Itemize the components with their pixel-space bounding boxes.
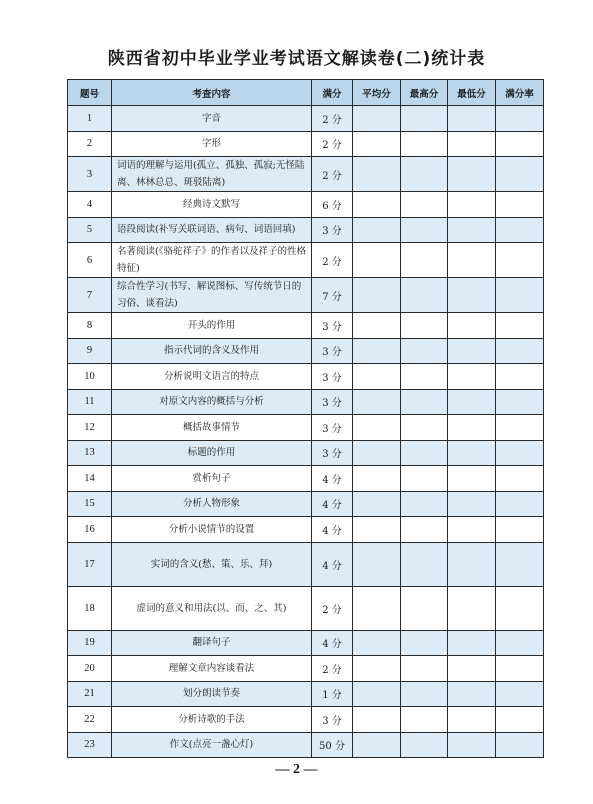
table-row bbox=[68, 630, 544, 656]
average-score-cell bbox=[353, 313, 401, 339]
question-number: 6 bbox=[68, 243, 112, 278]
highest-score-cell bbox=[401, 440, 448, 466]
full-score-rate-cell bbox=[496, 243, 544, 278]
header-full-score: 满分 bbox=[312, 80, 353, 106]
average-score-cell bbox=[353, 517, 401, 543]
highest-score-cell bbox=[401, 517, 448, 543]
full-score: 3 分 bbox=[312, 389, 353, 415]
full-score: 4 分 bbox=[312, 542, 353, 586]
table-row bbox=[68, 364, 544, 390]
table-row bbox=[68, 732, 544, 758]
statistics-table bbox=[67, 79, 544, 758]
full-score-rate-cell bbox=[496, 517, 544, 543]
full-score-rate-cell bbox=[496, 656, 544, 682]
question-content: 字形 bbox=[112, 131, 312, 157]
question-number: 9 bbox=[68, 338, 112, 364]
full-score: 3 分 bbox=[312, 217, 353, 243]
question-number: 2 bbox=[68, 131, 112, 157]
average-score-cell bbox=[353, 217, 401, 243]
average-score-cell bbox=[353, 157, 401, 192]
lowest-score-cell bbox=[448, 466, 496, 492]
question-number: 14 bbox=[68, 466, 112, 492]
question-number: 20 bbox=[68, 656, 112, 682]
lowest-score-cell bbox=[448, 586, 496, 630]
table-row bbox=[68, 338, 544, 364]
average-score-cell bbox=[353, 131, 401, 157]
question-number: 12 bbox=[68, 415, 112, 441]
question-content: 翻译句子 bbox=[112, 630, 312, 656]
lowest-score-cell bbox=[448, 131, 496, 157]
lowest-score-cell bbox=[448, 681, 496, 707]
question-number: 7 bbox=[68, 278, 112, 313]
average-score-cell bbox=[353, 192, 401, 218]
average-score-cell bbox=[353, 389, 401, 415]
table-row bbox=[68, 106, 544, 132]
page-number: — 2 — bbox=[275, 762, 318, 777]
lowest-score-cell bbox=[448, 192, 496, 218]
full-score-rate-cell bbox=[496, 131, 544, 157]
table-row bbox=[68, 707, 544, 733]
full-score-rate-cell bbox=[496, 313, 544, 339]
question-number: 13 bbox=[68, 440, 112, 466]
header-highest: 最高分 bbox=[401, 80, 448, 106]
full-score-rate-cell bbox=[496, 278, 544, 313]
average-score-cell bbox=[353, 415, 401, 441]
full-score: 2 分 bbox=[312, 656, 353, 682]
full-score-rate-cell bbox=[496, 707, 544, 733]
question-number: 19 bbox=[68, 630, 112, 656]
full-score-rate-cell bbox=[496, 542, 544, 586]
average-score-cell bbox=[353, 491, 401, 517]
lowest-score-cell bbox=[448, 491, 496, 517]
question-content: 划分朗读节奏 bbox=[112, 681, 312, 707]
average-score-cell bbox=[353, 542, 401, 586]
average-score-cell bbox=[353, 586, 401, 630]
highest-score-cell bbox=[401, 131, 448, 157]
highest-score-cell bbox=[401, 707, 448, 733]
question-content: 分析诗歌的手法 bbox=[112, 707, 312, 733]
question-content: 实词的含义(愁、策、乐、拜) bbox=[112, 542, 312, 586]
average-score-cell bbox=[353, 338, 401, 364]
highest-score-cell bbox=[401, 106, 448, 132]
header-lowest: 最低分 bbox=[448, 80, 496, 106]
page-title: 陕西省初中毕业学业考试语文解读卷(二)统计表 bbox=[107, 49, 486, 69]
full-score-rate-cell bbox=[496, 586, 544, 630]
full-score: 3 分 bbox=[312, 338, 353, 364]
lowest-score-cell bbox=[448, 440, 496, 466]
highest-score-cell bbox=[401, 466, 448, 492]
question-content: 虚词的意义和用法(以、而、之、其) bbox=[112, 586, 312, 630]
full-score: 7 分 bbox=[312, 278, 353, 313]
question-number: 11 bbox=[68, 389, 112, 415]
question-number: 1 bbox=[68, 106, 112, 132]
highest-score-cell bbox=[401, 243, 448, 278]
table-row bbox=[68, 313, 544, 339]
question-number: 4 bbox=[68, 192, 112, 218]
full-score-rate-cell bbox=[496, 157, 544, 192]
full-score-rate-cell bbox=[496, 681, 544, 707]
question-number: 23 bbox=[68, 732, 112, 758]
full-score: 4 分 bbox=[312, 517, 353, 543]
lowest-score-cell bbox=[448, 278, 496, 313]
question-number: 3 bbox=[68, 157, 112, 192]
table-row bbox=[68, 131, 544, 157]
question-content: 分析小说情节的设置 bbox=[112, 517, 312, 543]
question-content: 对原文内容的概括与分析 bbox=[112, 389, 312, 415]
header-question-no: 题号 bbox=[68, 80, 112, 106]
header-average: 平均分 bbox=[353, 80, 401, 106]
table-row bbox=[68, 466, 544, 492]
highest-score-cell bbox=[401, 415, 448, 441]
table-row bbox=[68, 157, 544, 192]
full-score-rate-cell bbox=[496, 364, 544, 390]
highest-score-cell bbox=[401, 364, 448, 390]
average-score-cell bbox=[353, 681, 401, 707]
lowest-score-cell bbox=[448, 630, 496, 656]
question-number: 18 bbox=[68, 586, 112, 630]
table-row bbox=[68, 389, 544, 415]
question-content: 语段阅读(补写关联词语、病句、词语回填) bbox=[112, 217, 312, 243]
full-score: 6 分 bbox=[312, 192, 353, 218]
average-score-cell bbox=[353, 364, 401, 390]
question-number: 17 bbox=[68, 542, 112, 586]
question-content: 作文(点亮一盏心灯) bbox=[112, 732, 312, 758]
lowest-score-cell bbox=[448, 707, 496, 733]
average-score-cell bbox=[353, 656, 401, 682]
full-score-rate-cell bbox=[496, 106, 544, 132]
average-score-cell bbox=[353, 243, 401, 278]
full-score-rate-cell bbox=[496, 466, 544, 492]
full-score: 1 分 bbox=[312, 681, 353, 707]
table-row bbox=[68, 440, 544, 466]
table-row bbox=[68, 542, 544, 586]
full-score: 2 分 bbox=[312, 157, 353, 192]
highest-score-cell bbox=[401, 586, 448, 630]
question-content: 分析说明文语言的特点 bbox=[112, 364, 312, 390]
question-number: 15 bbox=[68, 491, 112, 517]
highest-score-cell bbox=[401, 278, 448, 313]
full-score-rate-cell bbox=[496, 338, 544, 364]
full-score: 3 分 bbox=[312, 707, 353, 733]
average-score-cell bbox=[353, 630, 401, 656]
lowest-score-cell bbox=[448, 732, 496, 758]
full-score: 3 分 bbox=[312, 415, 353, 441]
full-score-rate-cell bbox=[496, 217, 544, 243]
question-number: 8 bbox=[68, 313, 112, 339]
question-content: 分析人物形象 bbox=[112, 491, 312, 517]
question-number: 21 bbox=[68, 681, 112, 707]
table-row bbox=[68, 243, 544, 278]
average-score-cell bbox=[353, 440, 401, 466]
full-score: 2 分 bbox=[312, 106, 353, 132]
question-content: 名著阅读(《骆驼祥子》的作者以及祥子的性格特征) bbox=[112, 243, 312, 278]
full-score: 3 分 bbox=[312, 440, 353, 466]
average-score-cell bbox=[353, 466, 401, 492]
question-number: 22 bbox=[68, 707, 112, 733]
full-score-rate-cell bbox=[496, 415, 544, 441]
full-score: 3 分 bbox=[312, 364, 353, 390]
question-content: 开头的作用 bbox=[112, 313, 312, 339]
question-content: 概括故事情节 bbox=[112, 415, 312, 441]
table-row bbox=[68, 656, 544, 682]
full-score: 3 分 bbox=[312, 313, 353, 339]
lowest-score-cell bbox=[448, 389, 496, 415]
full-score: 50 分 bbox=[312, 732, 353, 758]
lowest-score-cell bbox=[448, 415, 496, 441]
question-number: 10 bbox=[68, 364, 112, 390]
full-score-rate-cell bbox=[496, 389, 544, 415]
table-row bbox=[68, 415, 544, 441]
full-score-rate-cell bbox=[496, 630, 544, 656]
table-row bbox=[68, 491, 544, 517]
highest-score-cell bbox=[401, 338, 448, 364]
table-row bbox=[68, 517, 544, 543]
lowest-score-cell bbox=[448, 338, 496, 364]
highest-score-cell bbox=[401, 630, 448, 656]
table-row bbox=[68, 681, 544, 707]
question-content: 标题的作用 bbox=[112, 440, 312, 466]
lowest-score-cell bbox=[448, 217, 496, 243]
question-content: 指示代词的含义及作用 bbox=[112, 338, 312, 364]
average-score-cell bbox=[353, 106, 401, 132]
lowest-score-cell bbox=[448, 106, 496, 132]
lowest-score-cell bbox=[448, 313, 496, 339]
full-score: 4 分 bbox=[312, 466, 353, 492]
highest-score-cell bbox=[401, 157, 448, 192]
header-content: 考查内容 bbox=[112, 80, 312, 106]
full-score: 2 分 bbox=[312, 243, 353, 278]
full-score: 2 分 bbox=[312, 131, 353, 157]
highest-score-cell bbox=[401, 732, 448, 758]
question-number: 16 bbox=[68, 517, 112, 543]
lowest-score-cell bbox=[448, 157, 496, 192]
full-score: 2 分 bbox=[312, 586, 353, 630]
question-content: 词语的理解与运用(孤立、孤独、孤寂;无怪陆离、林林总总、斑驳陆离) bbox=[112, 157, 312, 192]
lowest-score-cell bbox=[448, 517, 496, 543]
highest-score-cell bbox=[401, 681, 448, 707]
highest-score-cell bbox=[401, 217, 448, 243]
table-row bbox=[68, 586, 544, 630]
highest-score-cell bbox=[401, 656, 448, 682]
highest-score-cell bbox=[401, 542, 448, 586]
table-row bbox=[68, 278, 544, 313]
header-full-score-rate: 满分率 bbox=[496, 80, 544, 106]
lowest-score-cell bbox=[448, 243, 496, 278]
question-content: 字音 bbox=[112, 106, 312, 132]
lowest-score-cell bbox=[448, 656, 496, 682]
question-content: 赏析句子 bbox=[112, 466, 312, 492]
question-number: 5 bbox=[68, 217, 112, 243]
table-header-row bbox=[68, 80, 544, 106]
table-row bbox=[68, 192, 544, 218]
table-row bbox=[68, 217, 544, 243]
highest-score-cell bbox=[401, 192, 448, 218]
average-score-cell bbox=[353, 707, 401, 733]
full-score-rate-cell bbox=[496, 491, 544, 517]
full-score: 4 分 bbox=[312, 491, 353, 517]
lowest-score-cell bbox=[448, 542, 496, 586]
question-content: 综合性学习(书写、解说图标、写传统节日的习俗、谈看法) bbox=[112, 278, 312, 313]
lowest-score-cell bbox=[448, 364, 496, 390]
average-score-cell bbox=[353, 278, 401, 313]
question-content: 经典诗文默写 bbox=[112, 192, 312, 218]
full-score-rate-cell bbox=[496, 440, 544, 466]
highest-score-cell bbox=[401, 389, 448, 415]
full-score: 4 分 bbox=[312, 630, 353, 656]
highest-score-cell bbox=[401, 491, 448, 517]
full-score-rate-cell bbox=[496, 732, 544, 758]
highest-score-cell bbox=[401, 313, 448, 339]
question-content: 理解文章内容谈看法 bbox=[112, 656, 312, 682]
average-score-cell bbox=[353, 732, 401, 758]
full-score-rate-cell bbox=[496, 192, 544, 218]
